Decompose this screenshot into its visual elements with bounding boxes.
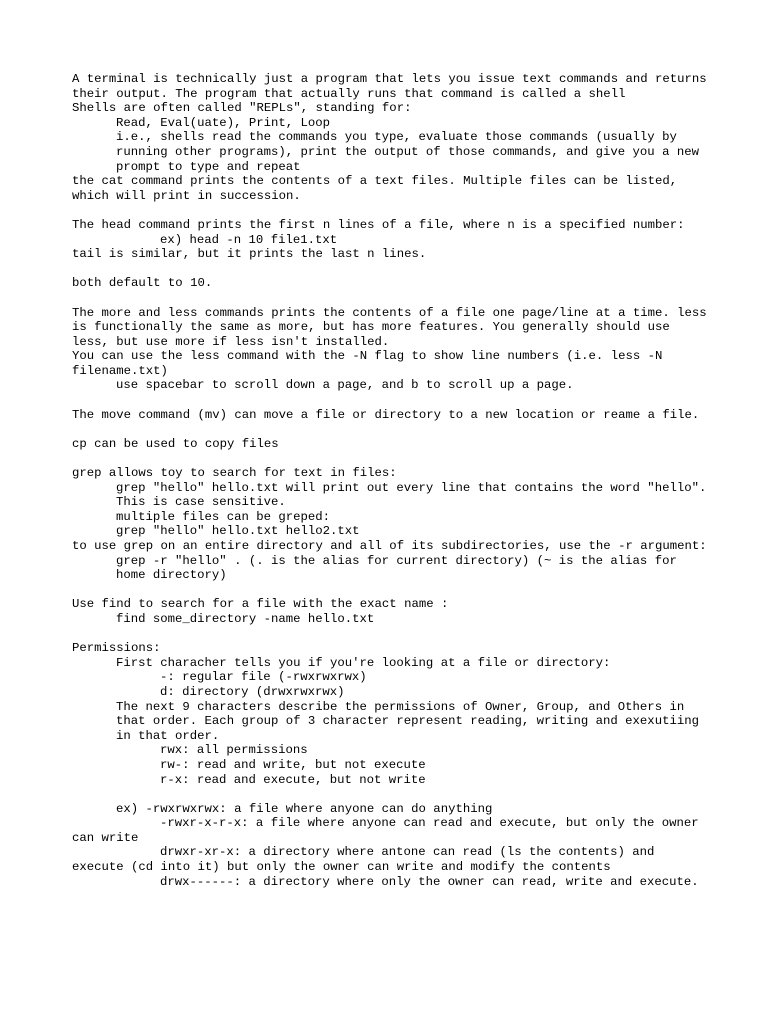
tail-description: tail is similar, but it prints the last n lines. — [72, 247, 427, 262]
spacer — [72, 787, 712, 802]
spacer — [72, 203, 712, 218]
intro-repl-expansion: Read, Eval(uate), Print, Loop — [116, 115, 331, 130]
grep-example: grep "hello" hello.txt will print out every line that contains the word "hello". This is case sensitive. — [116, 480, 714, 510]
less-line-numbers: You can use the less command with the -N flag to show line numbers (i.e. less -N filename.txt) — [72, 349, 670, 378]
intro-shell-explanation: i.e., shells read the commands you type, evaluate those commands (usually by running other programs), print the output of those commands, and give you a new prompt to type and repeat — [116, 130, 707, 174]
grep-multiple-example: grep "hello" hello.txt hello2.txt — [116, 524, 360, 539]
intro-repl-text: Shells are often called "REPLs", standing for: — [72, 101, 412, 116]
grep-recursive-description: to use grep on an entire directory and all of its subdirectories, use the -r argument: — [72, 539, 707, 553]
mv-description: The move command (mv) can move a file or directory to a new location or reame a file. — [72, 407, 700, 422]
grep-recursive-example: grep -r "hello" . (. is the alias for current directory) (~ is the alias for home directory) — [116, 553, 685, 583]
spacer — [72, 291, 712, 306]
cat-description: the cat command prints the contents of a text files. Multiple files can be listed, which will print in succession. — [72, 174, 685, 203]
spacer — [72, 393, 712, 408]
spacer — [72, 583, 712, 598]
grep-multiple-files: multiple files can be greped: — [116, 509, 331, 524]
find-example: find some_directory -name hello.txt — [116, 611, 375, 626]
less-scroll-tip: use spacebar to scroll down a page, and b to scroll up a page. — [116, 378, 574, 393]
permissions-nine-chars: The next 9 characters describe the permissions of Owner, Group, and Others in that order. Each group of 3 character represent reading, writing and exexutiing in that order. — [116, 699, 707, 743]
permissions-example-1: ex) -rwxrwxrwx: a file where anyone can do anything — [116, 801, 493, 816]
spacer — [72, 422, 712, 437]
permissions-dir-type: d: directory (drwxrwxrwx) — [160, 684, 345, 699]
cp-description: cp can be used to copy files — [72, 436, 279, 451]
spacer — [72, 262, 712, 277]
more-less-description: The more and less commands prints the contents of a file one page/line at a time. less is functionally the same as more, but has more features. You generally should use less, but use more if less isn't installed. — [72, 305, 715, 349]
permissions-file-type: -: regular file (-rwxrwxrwx) — [160, 670, 367, 685]
permissions-heading: Permissions: — [72, 641, 161, 656]
permissions-first-char: First characher tells you if you're looking at a file or directory: — [116, 655, 611, 670]
permissions-example-4 — [72, 875, 712, 890]
document-page — [72, 72, 715, 889]
permissions-example-4-text: drwx------: a directory where only the owner can read, write and execute. — [160, 874, 699, 889]
grep-description: grep allows toy to search for text in files: — [72, 466, 397, 481]
permissions-rw: rw-: read and write, but not execute — [160, 757, 426, 772]
permissions-example-3-text: drwxr-xr-x: a directory where antone can read (ls the contents) and execute (cd into it) but only the owner can write and modify the contents — [72, 845, 662, 875]
spacer — [72, 627, 712, 642]
permissions-rx: r-x: read and execute, but not write — [160, 772, 426, 787]
head-example: ex) head -n 10 file1.txt — [160, 232, 338, 247]
intro-terminal-text: A terminal is technically just a program that lets you issue text commands and returns their output. The program that actually runs that command is called a shell — [72, 72, 715, 101]
permissions-example-3 — [72, 845, 712, 874]
head-description: The head command prints the first n lines of a file, where n is a specified number: — [72, 217, 685, 232]
permissions-example-2 — [72, 816, 712, 845]
spacer — [72, 451, 712, 466]
permissions-rwx: rwx: all permissions — [160, 743, 308, 758]
permissions-example-2-text: -rwxr-x-r-x: a file where anyone can read and execute, but only the owner can write — [72, 816, 707, 845]
default-note: both default to 10. — [72, 276, 213, 291]
find-description: Use find to search for a file with the exact name : — [72, 597, 449, 612]
